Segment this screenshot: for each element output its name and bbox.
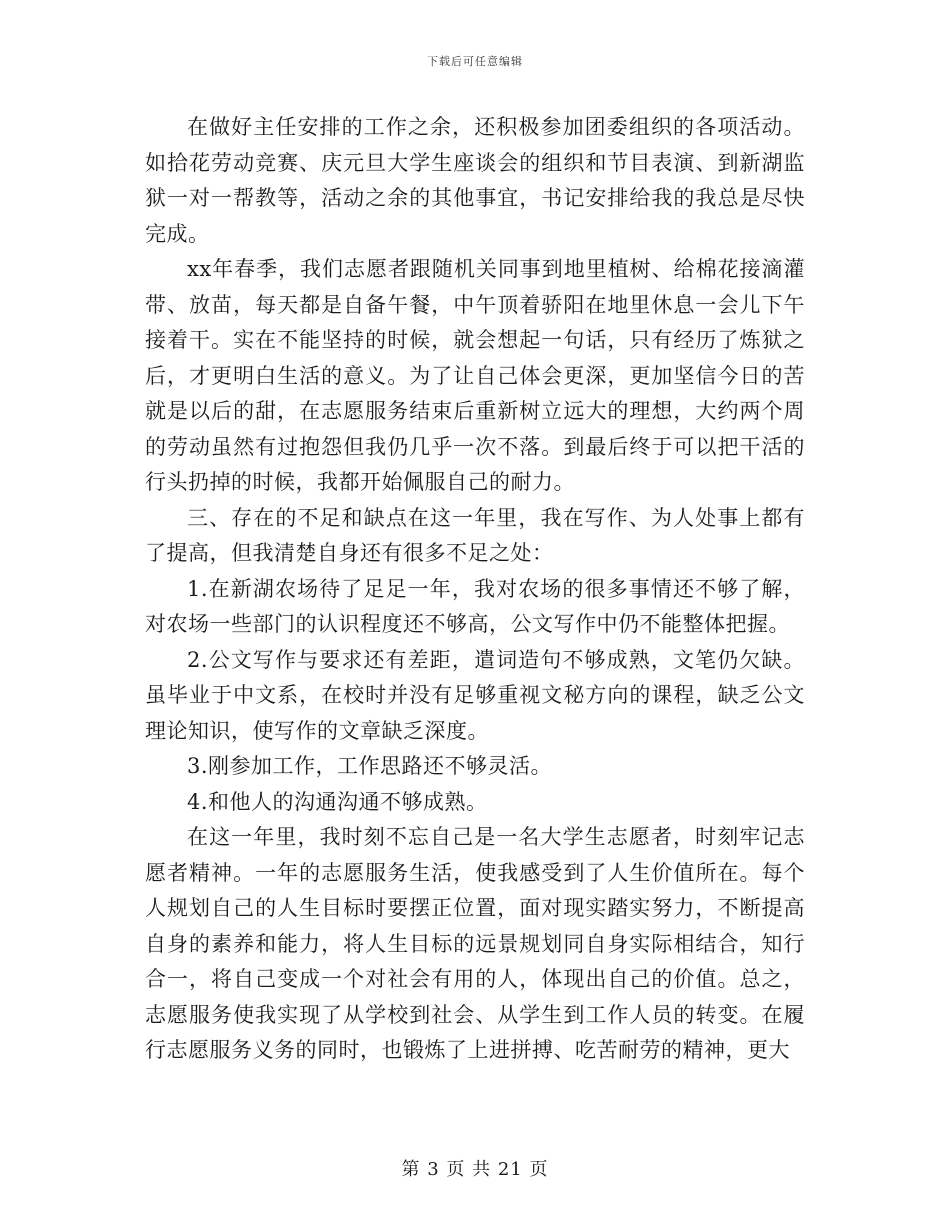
list-item: 1.在新湖农场待了足足一年，我对农场的很多事情还不够了解，对农场一些部门的认识程度还不够高，公文写作中仍不能整体把握。 xyxy=(145,576,805,636)
list-item: 3.刚参加工作，工作思路还不够灵活。 xyxy=(187,754,553,778)
list-item: 2.公文写作与要求还有差距，遣词造句不够成熟，文笔仍欠缺。虽毕业于中文系，在校时并没有足够重视文秘方向的课程，缺乏公文理论知识，使写作的文章缺乏深度。 xyxy=(145,647,805,743)
document-body xyxy=(145,110,805,1069)
paragraph: 三、存在的不足和缺点在这一年里，我在写作、为人处事上都有了提高，但我清楚自身还有很多不足之处： xyxy=(145,505,805,565)
page-header: 下载后可任意编辑 xyxy=(427,55,523,68)
page-number-footer: 第 3 页 共 21 页 xyxy=(401,1159,549,1180)
paragraph: xx年春季，我们志愿者跟随机关同事到地里植树、给棉花接滴灌带、放苗，每天都是自备午餐，中午顶着骄阳在地里休息一会儿下午接着干。实在不能坚持的时候，就会想起一句话，只有经历了炼狱之后，才更明白生活的意义。为了让自己体会更深，更加坚信今日的苦就是以后的甜，在志愿服务结束后重新树立远大的理想，大约两个周的劳动虽然有过抱怨但我仍几乎一次不落。到最后终于可以把干活的行头扔掉的时候，我都开始佩服自己的耐力。 xyxy=(145,257,805,494)
paragraph: 在这一年里，我时刻不忘自己是一名大学生志愿者，时刻牢记志愿者精神。一年的志愿服务生活，使我感受到了人生价值所在。每个人规划自己的人生目标时要摆正位置，面对现实踏实努力，不断提高自身的素养和能力，将人生目标的远景规划同自身实际相结合，知行合一，将自己变成一个对社会有用的人，体现出自己的价值。总之，志愿服务使我实现了从学校到社会、从学生到工作人员的转变。在履行志愿服务义务的同时，也锻炼了上进拼搏、吃苦耐劳的精神，更大 xyxy=(145,825,805,1062)
paragraph: 在做好主任安排的工作之余，还积极参加团委组织的各项活动。如拾花劳动竞赛、庆元旦大学生座谈会的组织和节目表演、到新湖监狱一对一帮教等，活动之余的其他事宜，书记安排给我的我总是尽快完成。 xyxy=(145,115,805,246)
list-item: 4.和他人的沟通沟通不够成熟。 xyxy=(187,789,488,814)
